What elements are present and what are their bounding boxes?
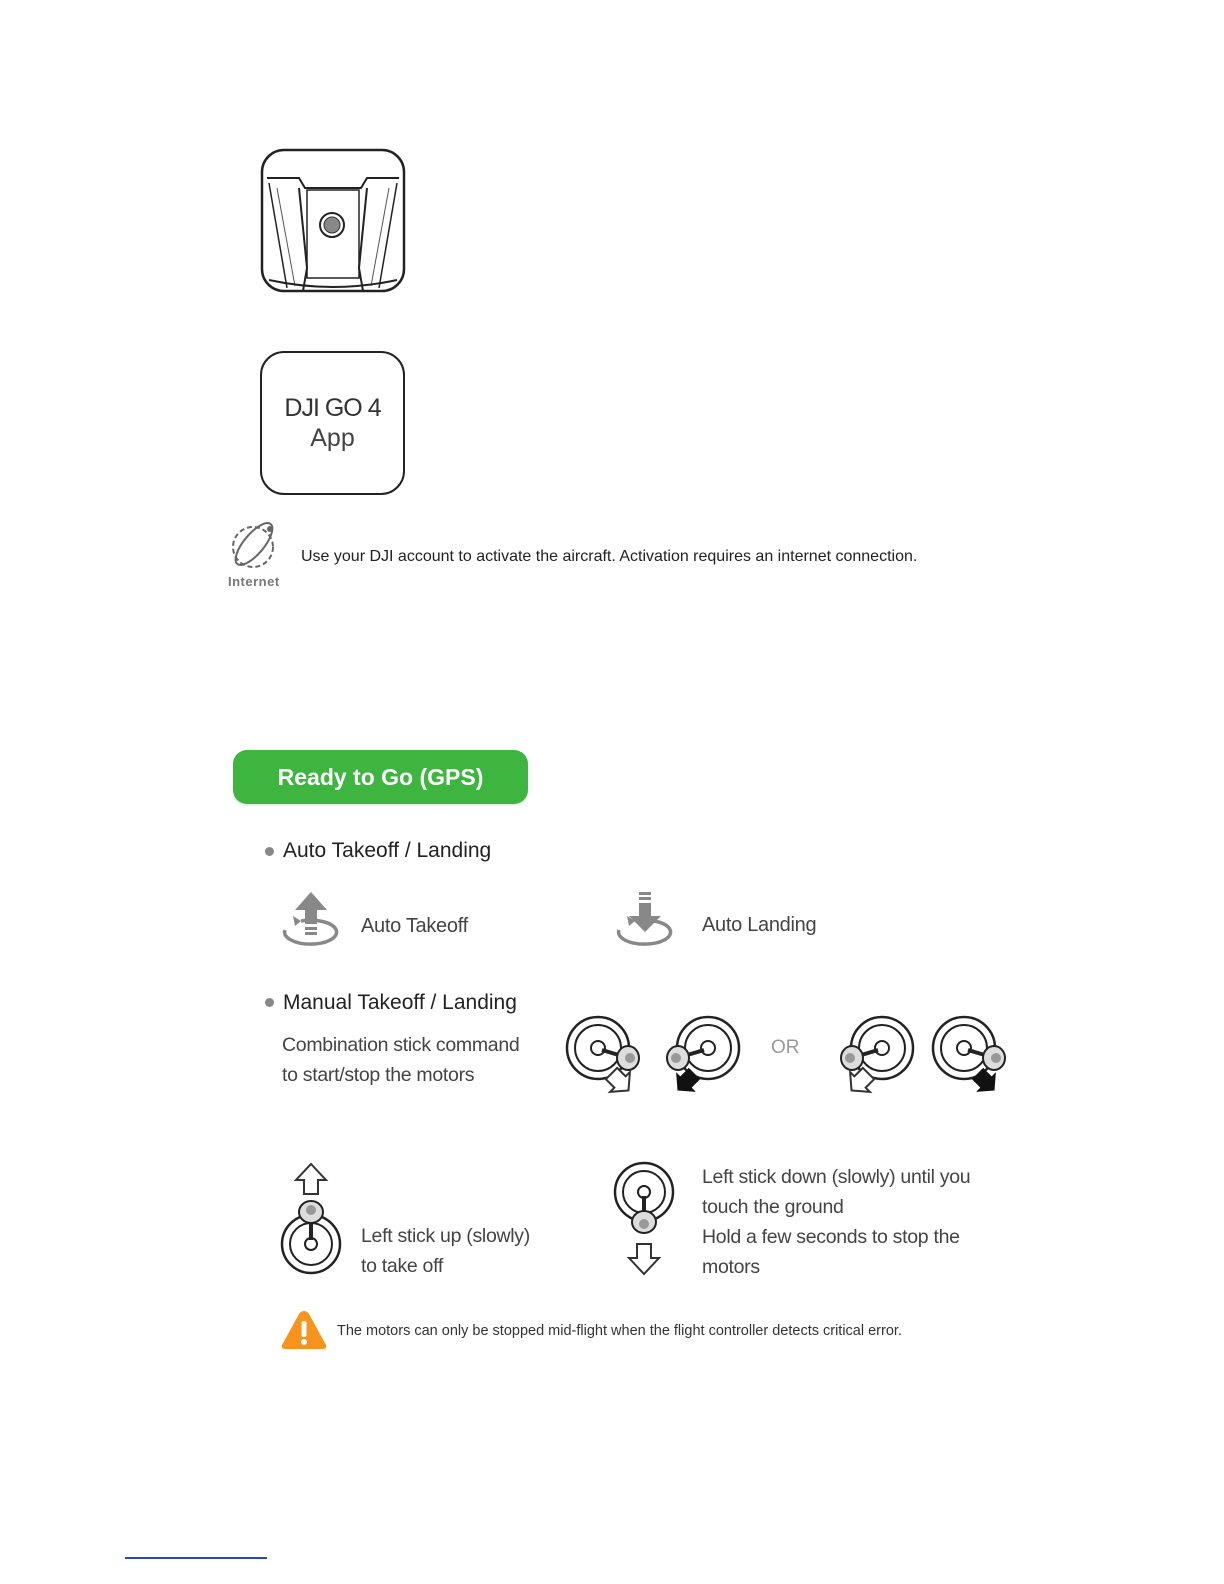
auto-takeoff-label: Auto Takeoff	[361, 915, 468, 937]
takeoff-line-1: Left stick up (slowly)	[361, 1225, 530, 1247]
app-subtitle: App	[310, 424, 355, 452]
manual-section-heading: Manual Takeoff / Landing	[283, 991, 517, 1014]
csc-line-2: to start/stop the motors	[282, 1064, 475, 1086]
joystick-icon-down-left-outline	[832, 1014, 918, 1102]
landing-line-3: Hold a few seconds to stop the	[702, 1226, 960, 1248]
footnote-separator	[125, 1557, 267, 1559]
ready-to-go-badge: Ready to Go (GPS)	[233, 750, 528, 804]
left-stick-up-icon	[278, 1162, 344, 1278]
csc-description	[282, 1030, 519, 1090]
app-title: DJI GO 4	[284, 394, 381, 422]
warning-icon	[280, 1308, 328, 1352]
app-box	[260, 351, 405, 495]
internet-icon	[226, 520, 286, 572]
auto-takeoff-icon	[279, 890, 343, 950]
or-label: OR	[771, 1037, 800, 1058]
csc-line-1: Combination stick command	[282, 1034, 520, 1056]
landing-description	[702, 1162, 970, 1282]
bullet	[265, 847, 274, 856]
landing-line-1: Left stick down (slowly) until you	[702, 1166, 971, 1188]
auto-landing-icon	[613, 890, 677, 950]
takeoff-description	[361, 1221, 530, 1281]
left-stick-down-icon	[611, 1160, 677, 1276]
warning-text: The motors can only be stopped mid-flight when the flight controller detects critical error.	[337, 1323, 902, 1339]
aircraft-power-button-illustration	[259, 148, 407, 294]
bullet	[265, 998, 274, 1007]
auto-section-heading: Auto Takeoff / Landing	[283, 839, 492, 862]
landing-line-4: motors	[702, 1256, 760, 1278]
joystick-icon-down-right-solid	[928, 1014, 1014, 1102]
joystick-icon-down-left-solid	[658, 1014, 744, 1102]
internet-icon-label: Internet	[228, 574, 280, 589]
landing-line-2: touch the ground	[702, 1196, 844, 1218]
auto-landing-label: Auto Landing	[702, 914, 817, 936]
activation-text: Use your DJI account to activate the aircraft. Activation requires an internet connection.	[301, 548, 918, 565]
takeoff-line-2: to take off	[361, 1255, 443, 1277]
joystick-icon-down-right-outline	[562, 1014, 648, 1102]
